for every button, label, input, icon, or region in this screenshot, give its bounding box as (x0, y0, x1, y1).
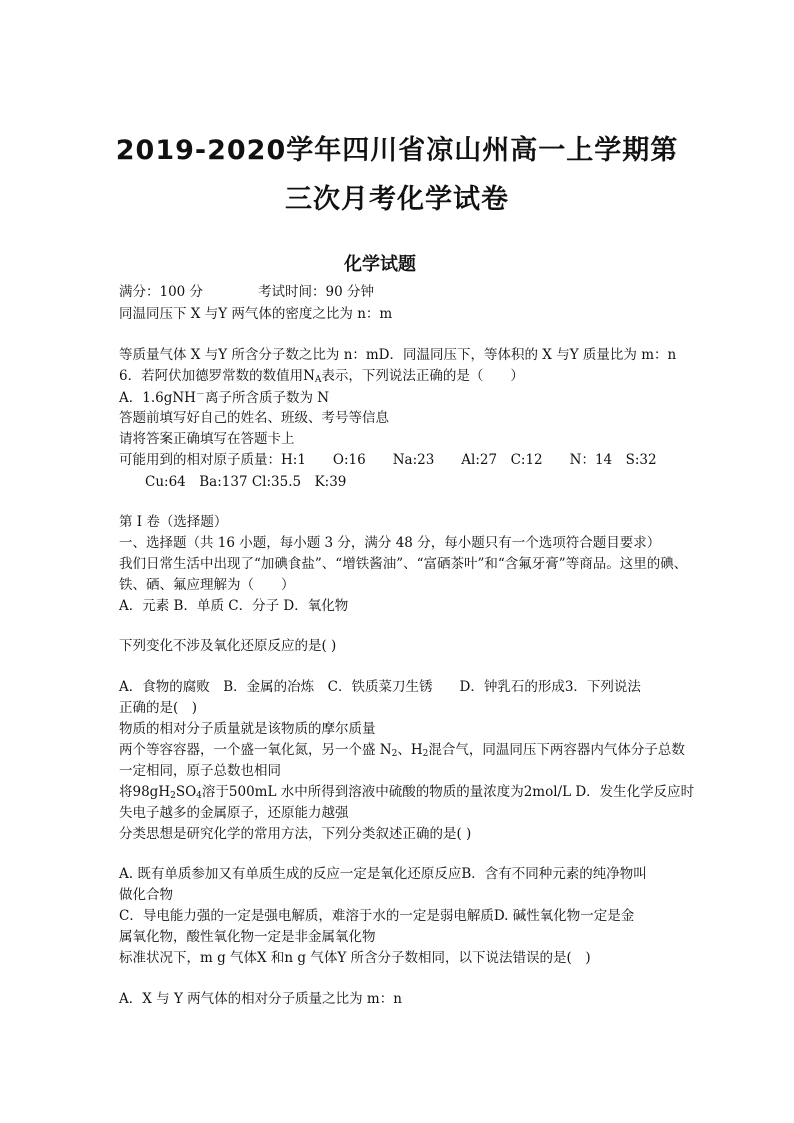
exam-time: 考试时间：90 分钟 (258, 284, 375, 300)
atomic-mass-line: Cu:64 Ba:137 Cl:35.5 K:39 (145, 474, 347, 490)
option-line: 做化合物 (119, 887, 173, 903)
full-score: 满分：100 分 (119, 284, 204, 300)
option-line: 两个等容容器，一个盛一氧化氮，另一个盛 $N_2$、$H_2$混合气，同温同压下两容器内气体分子总数 (119, 742, 685, 759)
text-line: 等质量气体 X 与Y 所含分子数之比为 n：mD．同温同压下，等体积的 X 与Y 质量比为 m：n (119, 347, 677, 363)
question-stem: 分类思想是研究化学的常用方法，下列分类叙述正确的是( ) (119, 826, 472, 842)
text-line: 同温同压下 X 与Y 两气体的密度之比为 n：m (119, 306, 393, 322)
option-line: 一定相同，原子总数也相同 (119, 763, 281, 779)
instruction-line: 答题前填写好自己的姓名、班级、考号等信息 (119, 410, 389, 426)
exam-info-line (119, 286, 374, 300)
option-line: 将$98gH_2SO_4$溶于500mL 水中所得到溶液中硫酸的物质的量浓度为2mol/L D．发生化学反应时 (119, 784, 695, 801)
option-line: 属氧化物，酸性氧化物一定是非金属氧化物 (119, 929, 376, 945)
document-title-line-1: 2019-2020学年四川省凉山州高一上学期第 (115, 135, 679, 166)
question-1-stem: 铁、硒、氟应理解为（ ） (119, 577, 295, 593)
option-line: 失电子越多的金属原子，还原能力越强 (119, 805, 349, 821)
question-stem: 标准状况下，m g 气体X 和n g 气体Y 所含分子数相同，以下说法错误的是( ) (119, 950, 591, 966)
section-subtitle: 化学试题 (344, 254, 416, 275)
option-line: A．X 与 Y 两气体的相对分子质量之比为 m：n (119, 991, 402, 1007)
part-heading: 第 I 卷（选择题） (119, 514, 228, 530)
option-a: A．1.6gNH－离子所含质子数为 N (119, 390, 330, 406)
section-heading: 一、选择题（共 16 小题，每小题 3 分，满分 48 分，每小题只有一个选项符合题目要求） (119, 535, 661, 551)
question-2-options: A．食物的腐败 B．金属的冶炼 C．铁质菜刀生锈 D．钟乳石的形成3．下列说法 (119, 679, 641, 695)
option-line: C．导电能力强的一定是强电解质，难溶于水的一定是弱电解质D. 碱性氧化物一定是金 (119, 908, 635, 924)
option-line: A. 既有单质参加又有单质生成的反应一定是氧化还原反应B．含有不同种元素的纯净物叫 (119, 866, 647, 882)
question-1-options: A．元素 B．单质 C．分子 D．氧化物 (119, 598, 349, 614)
document-title-line-2: 三次月考化学试卷 (285, 184, 509, 215)
question-3-stem: 正确的是( ) (119, 700, 198, 716)
instruction-line: 请将答案正确填写在答题卡上 (119, 431, 295, 447)
question-2-stem: 下列变化不涉及氧化还原反应的是( ) (119, 638, 337, 654)
atomic-mass-line: 可能用到的相对原子质量：H:1 O:16 Na:23 Al:27 C:12 N：14 S:32 (119, 452, 657, 468)
question-1-stem: 我们日常生活中出现了“加碘食盐”、“增铁酱油”、“富硒茶叶”和“含氟牙膏”等商品。这里的碘、 (119, 556, 688, 572)
option-line: 物质的相对分子质量就是该物质的摩尔质量 (119, 721, 376, 737)
question-6-stem: 6．若阿伏加德罗常数的数值用$N_A$表示，下列说法正确的是（ ） (119, 368, 524, 385)
